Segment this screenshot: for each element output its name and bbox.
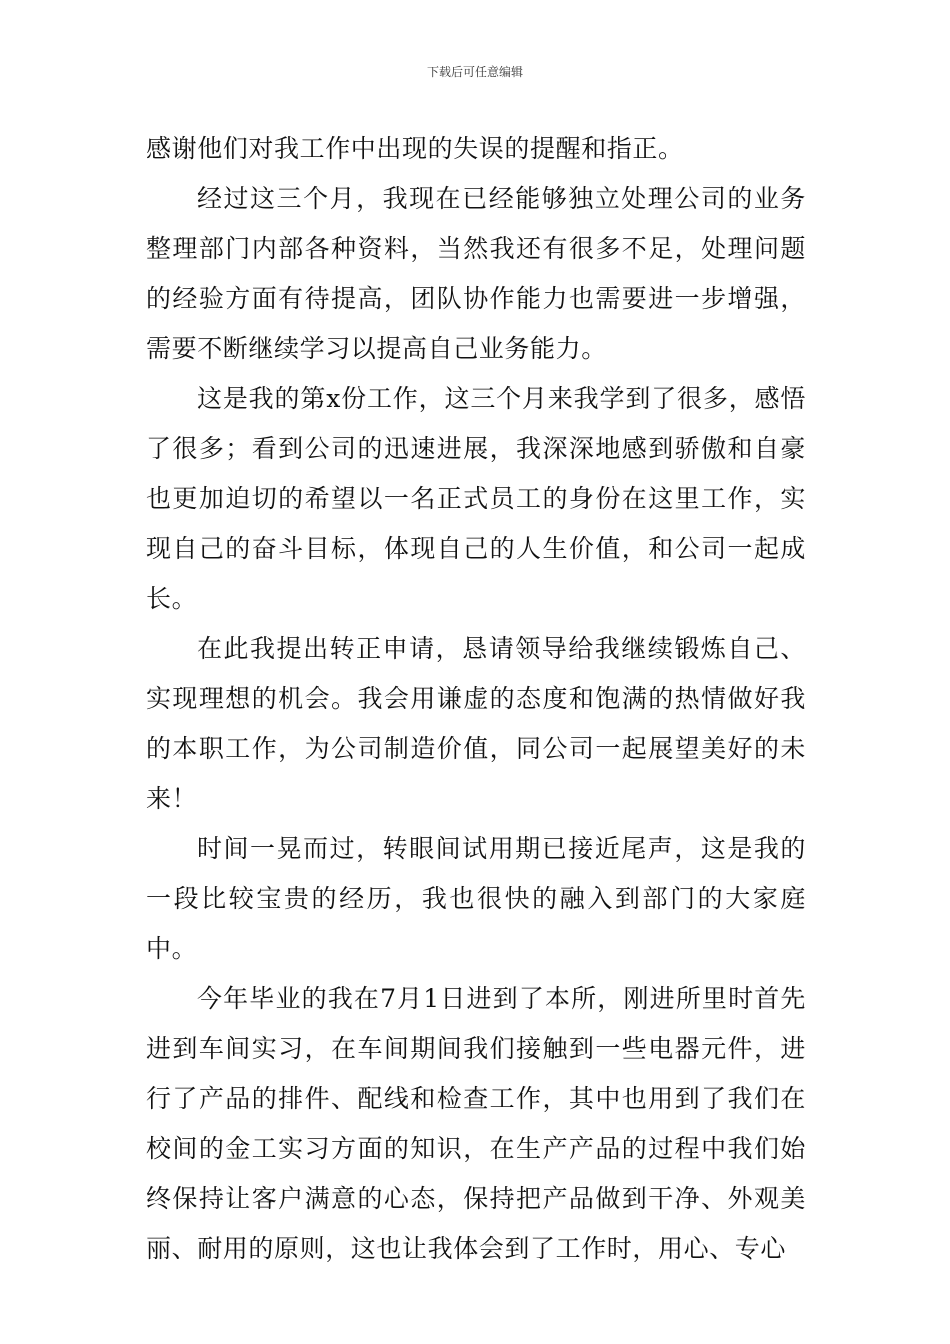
paragraph-4: 在此我提出转正申请，恳请领导给我继续锻炼自己、实现理想的机会。我会用谦虚的态度和饱满的热情做好我的本职工作，为公司制造价值，同公司一起展望美好的未来！ <box>146 634 806 813</box>
paragraph-2: 经过这三个月，我现在已经能够独立处理公司的业务整理部门内部各种资料，当然我还有很多不足，处理问题的经验方面有待提高，团队协作能力也需要进一步增强，需要不断继续学习以提高自己业务能力。 <box>146 184 806 363</box>
paragraph-6: 今年毕业的我在7月1日进到了本所，刚进所里时首先进到车间实习，在车间期间我们接触到一些电器元件，进行了产品的排件、配线和检查工作，其中也用到了我们在校间的金工实习方面的知识，在生产产品的过程中我们始终保持让客户满意的心态，保持把产品做到干净、外观美丽、耐用的原则，这也让我体会到了工作时，用心、专心 <box>146 984 806 1263</box>
document-body <box>146 124 806 1274</box>
paragraph-5: 时间一晃而过，转眼间试用期已接近尾声，这是我的一段比较宝贵的经历，我也很快的融入到部门的大家庭中。 <box>146 834 806 963</box>
paragraph-3: 这是我的第x份工作，这三个月来我学到了很多，感悟了很多；看到公司的迅速进展，我深深地感到骄傲和自豪也更加迫切的希望以一名正式员工的身份在这里工作，实现自己的奋斗目标，体现自己的人生价值，和公司一起成长。 <box>146 384 806 613</box>
paragraph-1: 感谢他们对我工作中出现的失误的提醒和指正。 <box>146 134 684 163</box>
page-header-note: 下载后可任意编辑 <box>426 65 523 79</box>
